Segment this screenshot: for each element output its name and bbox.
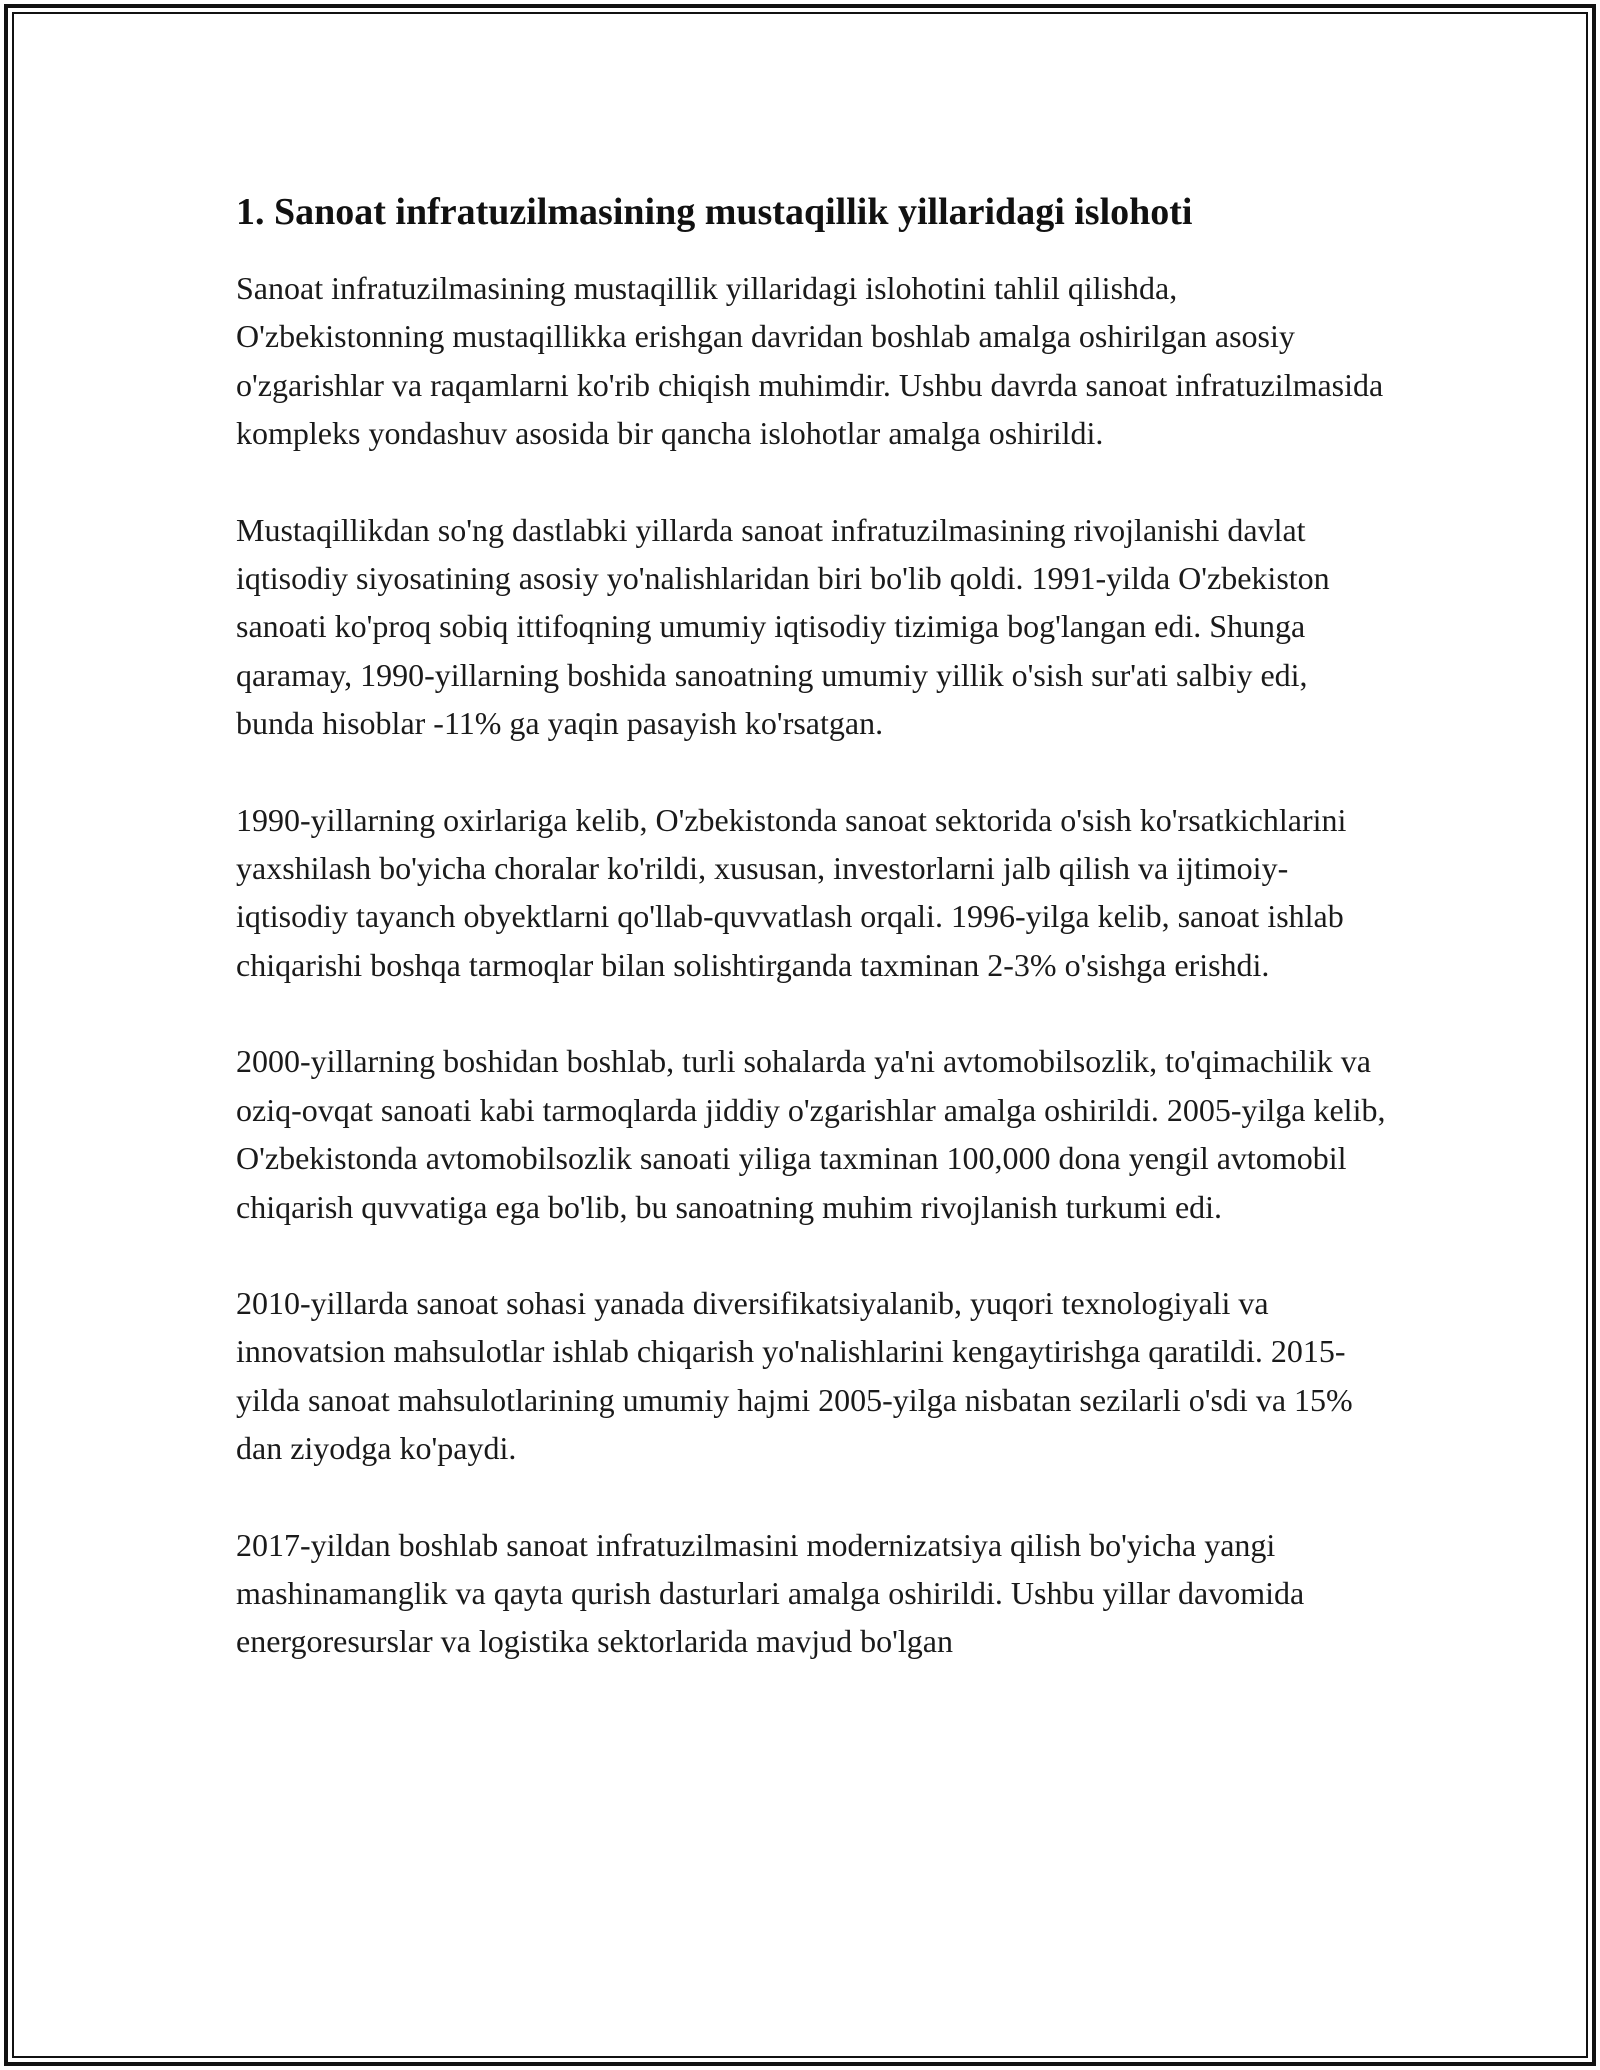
paragraph-3: 1990-yillarning oxirlariga kelib, O'zbekistonda sanoat sektorida o'sish ko'rsatkichlarini yaxshilash bo'yicha choralar ko'rildi, xususan, investorlarni jalb qilish va ijtimoiy-iqtisodiy tayanch obyektlarni qo'llab-quvvatlash orqali. 1996-yilga kelib, sanoat ishlab chiqarishi boshqa tarmoqlar bilan solishtirganda taxminan 2-3% o'sishga erishdi. <box>236 801 1347 983</box>
section-heading: 1. Sanoat infratuzilmasining mustaqillik yillaridagi islohoti <box>236 191 1193 233</box>
paragraph-2: Mustaqillikdan so'ng dastlabki yillarda sanoat infratuzilmasining rivojlanishi davlat iqtisodiy siyosatining asosiy yo'nalishlaridan biri bo'lib qoldi. 1991-yilda O'zbekiston sanoati ko'proq sobiq ittifoqning umumiy iqtisodiy tizimiga bog'langan edi. Shunga qaramay, 1990-yillarning boshida sanoatning umumiy yillik o'sish sur'ati salbiy edi, bunda hisoblar -11% ga yaqin pasayish ko'rsatgan. <box>236 511 1330 742</box>
paragraph-6: 2017-yildan boshlab sanoat infratuzilmasini modernizatsiya qilish bo'yicha yangi mashinamanglik va qayta qurish dasturlari amalga oshirildi. Ushbu yillar davomida energoresurslar va logistika sektorlarida mavjud bo'lgan <box>236 1526 1305 1660</box>
paragraph-5: 2010-yillarda sanoat sohasi yanada diversifikatsiyalanib, yuqori texnologiyali va innovatsion mahsulotlar ishlab chiqarish yo'nalishlarini kengaytirishga qaratildi. 2015-yilda sanoat mahsulotlarining umumiy hajmi 2005-yilga nisbatan sezilarli o'sdi va 15% dan ziyodga ko'paydi. <box>236 1284 1353 1467</box>
paragraph-4: 2000-yillarning boshidan boshlab, turli sohalarda ya'ni avtomobilsozlik, to'qimachilik va oziq-ovqat sanoati kabi tarmoqlarda jiddiy o'zgarishlar amalga oshirildi. 2005-yilga kelib, O'zbekistonda avtomobilsozlik sanoati yiliga taxminan 100,000 dona yengil avtomobil chiqarish quvvatiga ega bo'lib, bu sanoatning muhim rivojlanish turkumi edi. <box>236 1043 1386 1225</box>
paragraph-1: Sanoat infratuzilmasining mustaqillik yillaridagi islohotini tahlil qilishda, O'zbekistonning mustaqillikka erishgan davridan boshlab amalga oshirilgan asosiy o'zgarishlar va raqamlarni ko'rib chiqish muhimdir. Ushbu davrda sanoat infratuzilmasida kompleks yondashuv asosida bir qancha islohotlar amalga oshirildi. <box>236 270 1384 452</box>
document-body <box>236 186 1386 1714</box>
